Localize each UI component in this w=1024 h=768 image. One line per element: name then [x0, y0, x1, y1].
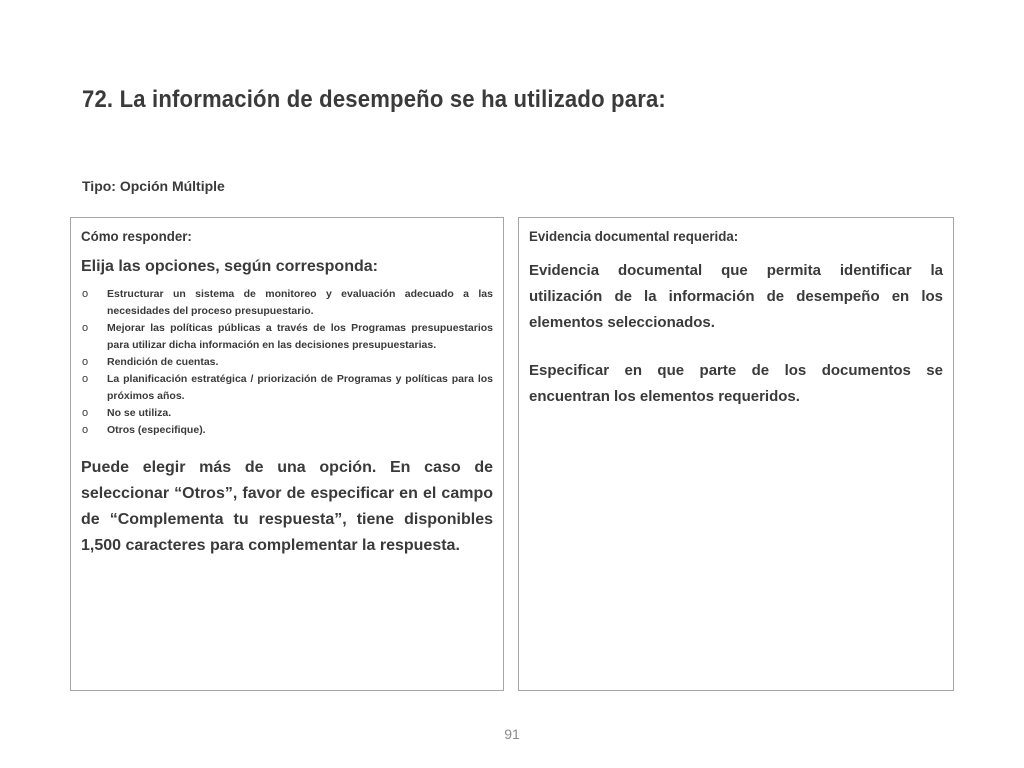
list-item: [81, 422, 493, 439]
list-item: [81, 286, 493, 320]
option-text: No se utiliza.: [107, 407, 172, 419]
list-item: [81, 371, 493, 405]
option-text: Estructurar un sistema de monitoreo y evaluación adecuado a las necesidades del proceso presupuestario.: [107, 288, 493, 317]
instruction-text: Elija las opciones, según corresponda:: [81, 258, 378, 275]
list-item: [81, 405, 493, 422]
circle-bullet-icon: o: [82, 373, 89, 385]
circle-bullet-icon: o: [82, 288, 89, 300]
option-text: Mejorar las políticas públicas a través de los Programas presupuestarios para utilizar dicha información en las decisiones presupuestarias.: [107, 322, 493, 351]
circle-bullet-icon: o: [82, 424, 89, 436]
required-evidence-heading: Evidencia documental requerida:: [529, 228, 739, 244]
how-to-answer-panel: [70, 217, 504, 691]
options-list: [81, 286, 493, 439]
circle-bullet-icon: o: [82, 322, 89, 334]
option-text: Rendición de cuentas.: [107, 356, 219, 368]
circle-bullet-icon: o: [82, 356, 89, 368]
required-evidence-panel: [518, 217, 954, 691]
list-item: [81, 354, 493, 371]
how-to-answer-heading: Cómo responder:: [81, 228, 192, 244]
evidence-paragraph: Especificar en que parte de los documentos se encuentran los elementos requeridos.: [529, 362, 943, 405]
page-number: 91: [504, 726, 520, 742]
multiple-choice-note: Puede elegir más de una opción. En caso de seleccionar “Otros”, favor de especificar en el campo de “Complementa tu respuesta”, tiene disponibles 1,500 caracteres para complementar la respuesta.: [81, 459, 493, 554]
circle-bullet-icon: o: [82, 407, 89, 419]
option-text: Otros (especifique).: [107, 424, 206, 436]
evidence-paragraph: Evidencia documental que permita identificar la utilización de la información de desempeño en los elementos seleccionados.: [529, 262, 943, 331]
question-type: Tipo: Opción Múltiple: [82, 178, 225, 194]
page-title: 72. La información de desempeño se ha utilizado para:: [82, 86, 666, 113]
option-text: La planificación estratégica / priorización de Programas y políticas para los próximos años.: [107, 373, 493, 402]
list-item: [81, 320, 493, 354]
